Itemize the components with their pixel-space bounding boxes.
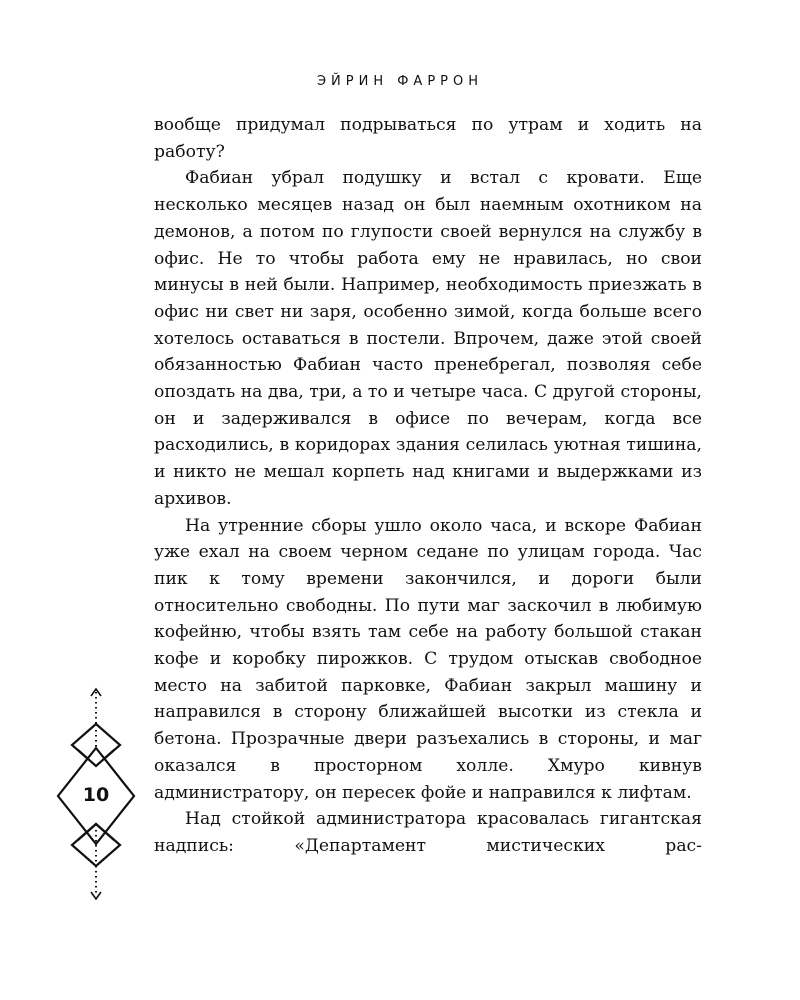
- running-head-author: ЭЙРИН ФАРРОН: [316, 74, 484, 89]
- body-text: [154, 112, 702, 860]
- page-number: 10: [82, 784, 110, 806]
- paragraph-continuation: вообще придумал подрываться по утрам и ходить на работу?: [154, 115, 702, 162]
- paragraph: Фабиан убрал подушку и встал с кровати. Еще несколько месяцев назад он был наемным охотником на демонов, а потом по глупости своей вернулся на службу в офис. Не то чтобы работа ему не нравилась, но свои минусы в ней были. Например, необходимость приезжать в офис ни свет ни заря, особенно зимой, когда больше всего хотелось оставаться в постели. Впрочем, даже этой своей обязанностью Фабиан часто пренебрегал, позволяя себе опоздать на два, три, а то и четыре часа. С другой стороны, он и задерживался в офисе по вечерам, когда все расходились, в коридорах здания селилась уютная тишина, и никто не мешал корпеть над книгами и выдержками из архивов.: [154, 168, 702, 509]
- paragraph-continued-next-page: Над стойкой администратора красовалась гигантская надпись: «Департамент мистических рас-: [154, 809, 702, 856]
- ornament-bottom-arrow: [91, 892, 101, 899]
- paragraph: На утренние сборы ушло около часа, и вскоре Фабиан уже ехал на своем черном седане по улицам города. Час пик к тому времени закончился, и дороги были относительно свободны. По пути маг заскочил в любимую кофейню, чтобы взять там себе на работу большой стакан кофе и коробку пирожков. С трудом отыскав свободное место на забитой парковке, Фабиан закрыл машину и направился в сторону ближайшей высотки из стекла и бетона. Прозрачные двери разъехались в стороны, и маг оказался в просторном холле. Хмуро кивнув администратору, он пересек фойе и направился к лифтам.: [154, 515, 702, 803]
